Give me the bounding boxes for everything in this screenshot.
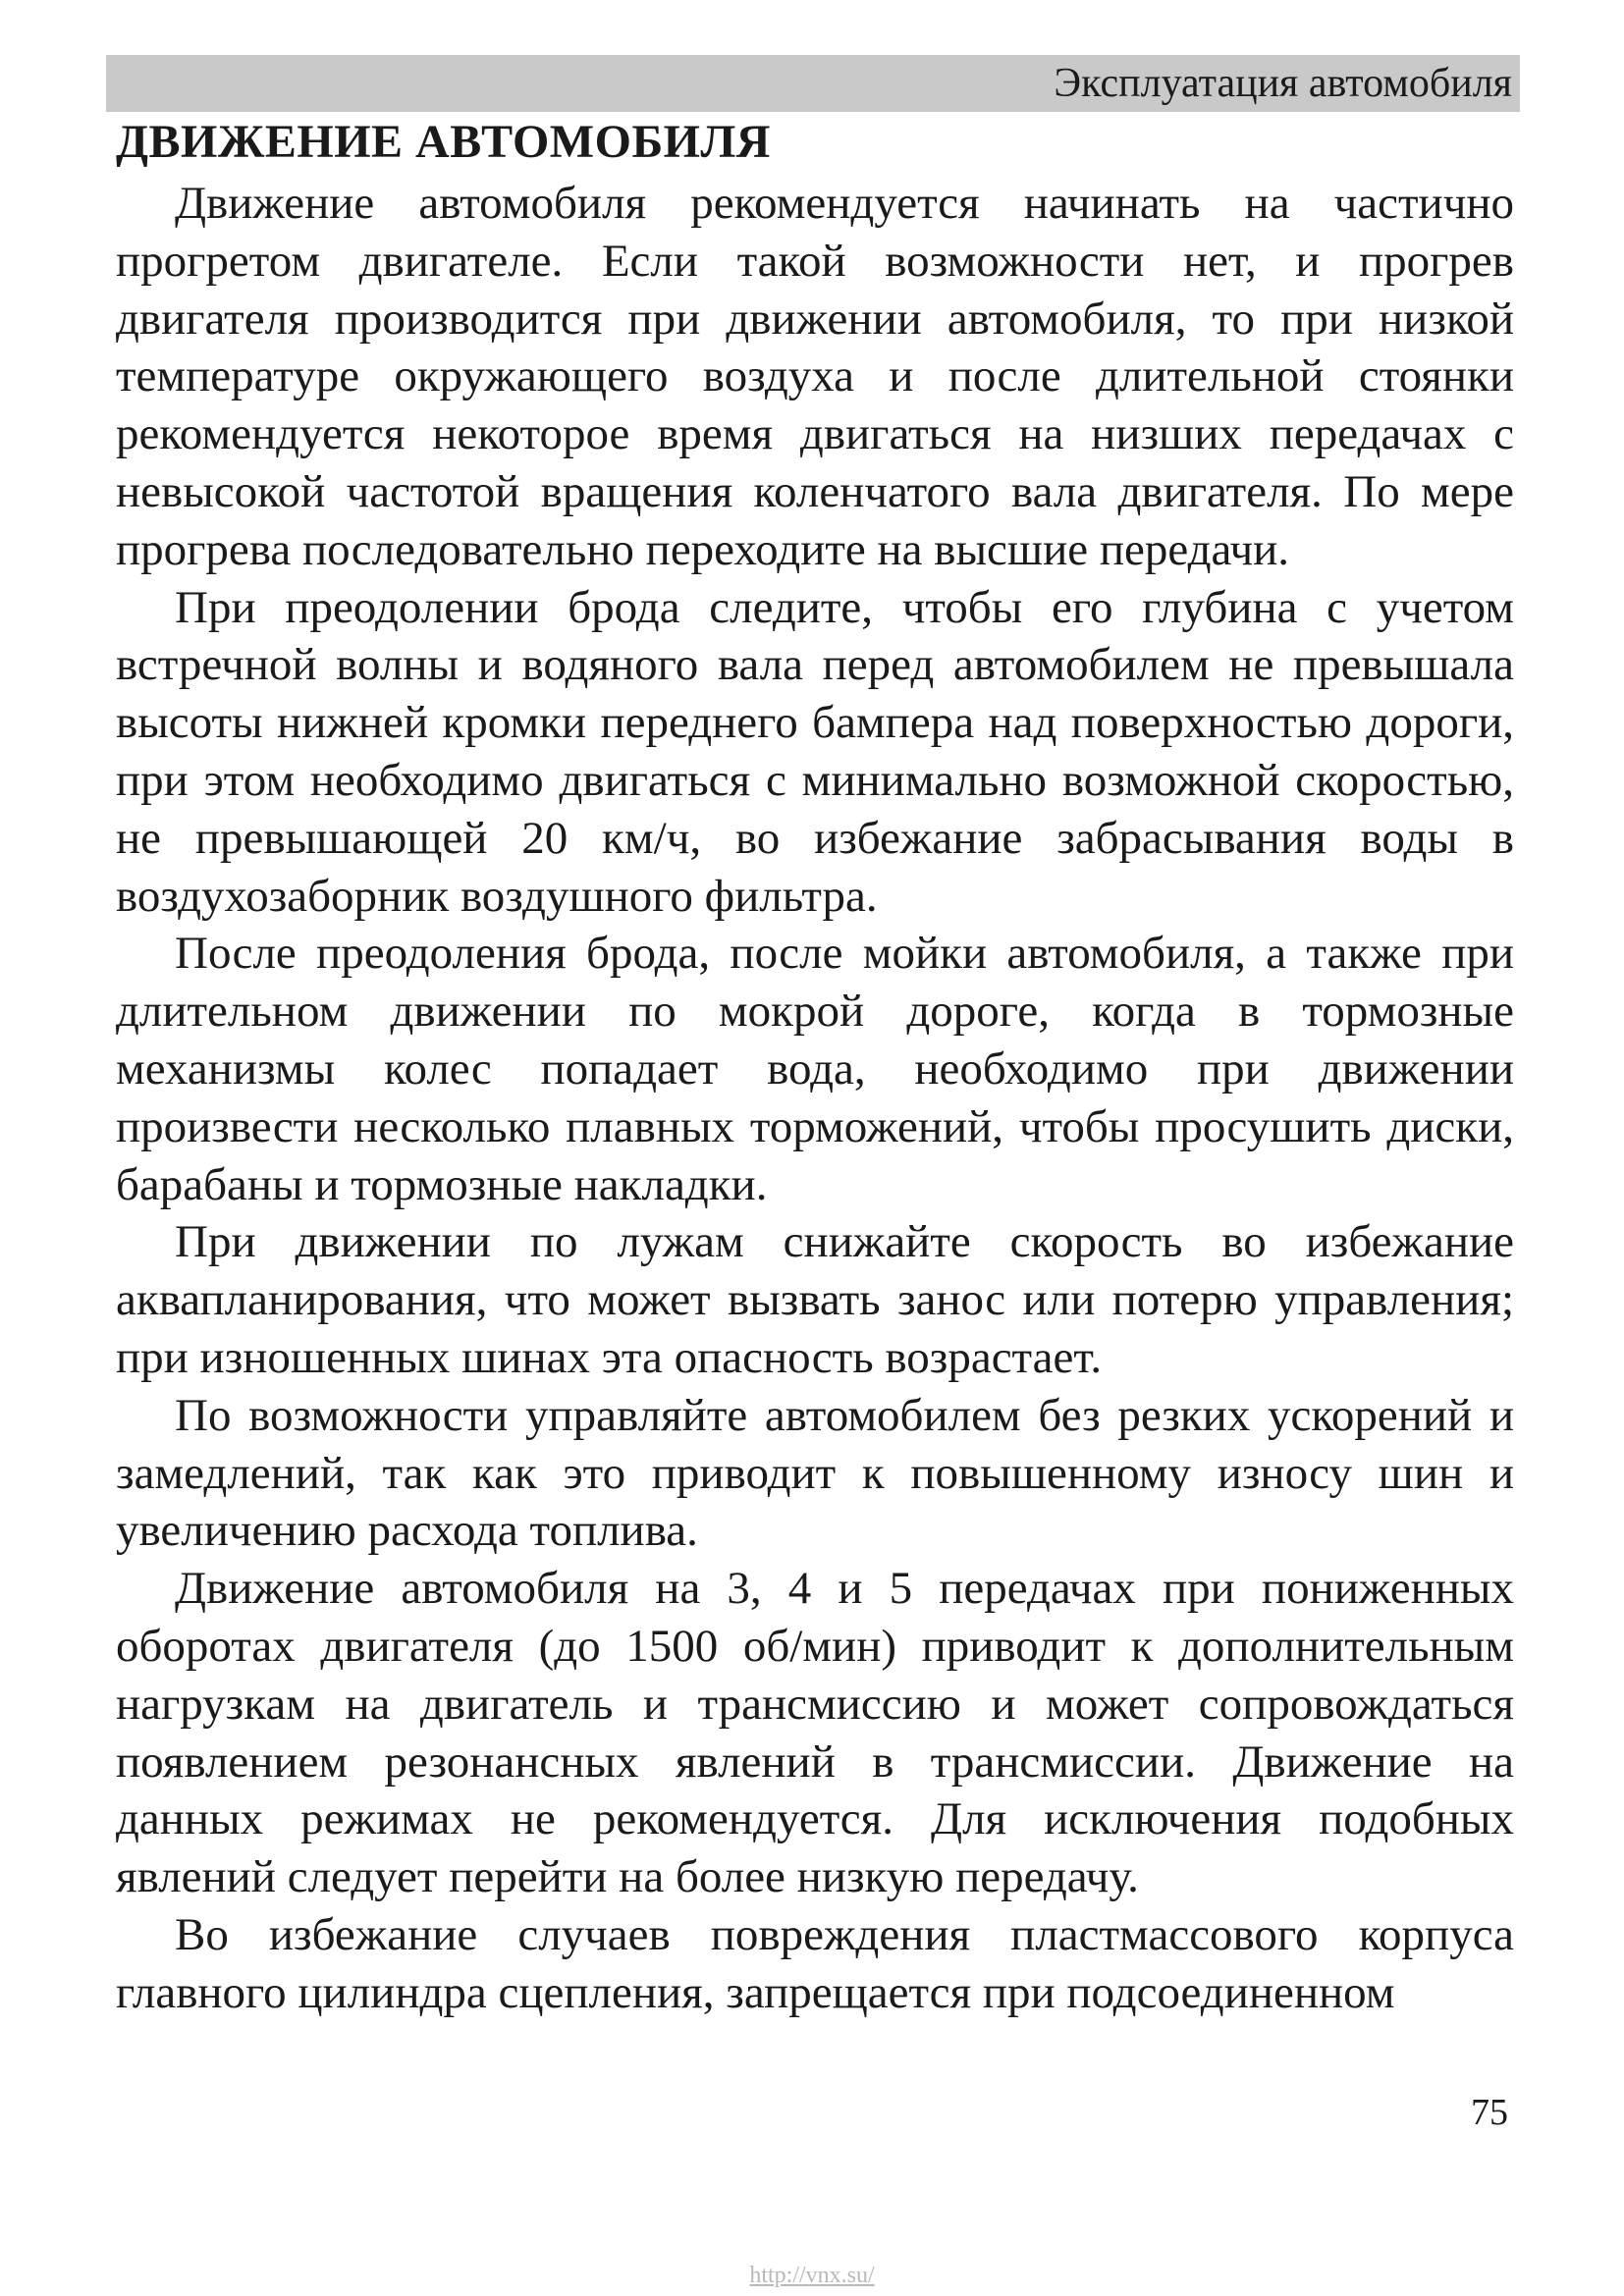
running-header [106, 55, 1520, 112]
paragraph-low-rpm: Движение автомобиля на 3, 4 и 5 передачах при пониженных оборотах двигателя (до 1500 об/мин) приводит к дополнительным нагрузкам на двигатель и трансмиссию и может сопровождаться появлением резонансных явлений в трансмиссии. Движение на данных режимах не рекомендуется. Для исключения подобных явлений следует перейти на более низкую передачу. [116, 1563, 1514, 1903]
section-title: ДВИЖЕНИЕ АВТОМОБИЛЯ [116, 116, 771, 168]
page-number: 75 [1471, 2092, 1508, 2133]
paragraph-ford-crossing: При преодолении брода следите, чтобы его глубина с учетом встречной волны и водяного вала перед автомобилем не превышала высоты нижней кромки переднего бампера над поверхностью дороги, при этом необходимо двигаться с минимально возможной скоростью, не превышающей 20 км/ч, во избежание забрасывания воды в воздухозаборник воздушного фильтра. [116, 581, 1514, 922]
paragraph-aquaplaning: При движении по лужам снижайте скорость во избежание аквапланирования, что может вызвать занос или потерю управления; при изношенных шинах эта опасность возрастает. [116, 1216, 1514, 1383]
paragraph-clutch-cylinder: Во избежание случаев повреждения пластмассового корпуса главного цилиндра сцепления, запрещается при подсоединенном [116, 1908, 1514, 2018]
paragraph-brakes-drying: После преодоления брода, после мойки автомобиля, а также при длительном движении по мокрой дороге, когда в тормозные механизмы колес попадает вода, необходимо при движении произвести несколько плавных торможений, чтобы просушить диски, барабаны и тормозные накладки. [116, 928, 1514, 1210]
paragraph-smooth-driving: По возможности управляйте автомобилем без резких ускорений и замедлений, так как это приводит к повышенному износу шин и увеличению расхода топлива. [116, 1389, 1514, 1557]
paragraph-warmup: Движение автомобиля рекомендуется начинать на частично прогретом двигателе. Если такой возможности нет, и прогрев двигателя производится при движении автомобиля, то при низкой температуре окружающего воздуха и после длительной стоянки рекомендуется некоторое время двигаться на низших передачах с невысокой частотой вращения коленчатого вала двигателя. По мере прогрева последовательно переходите на высшие передачи. [116, 178, 1514, 575]
page-content [116, 110, 1514, 2022]
source-url-link[interactable]: http://vnx.su/ [749, 2263, 875, 2288]
running-header-title: Эксплуатация автомобиля [1054, 61, 1512, 106]
